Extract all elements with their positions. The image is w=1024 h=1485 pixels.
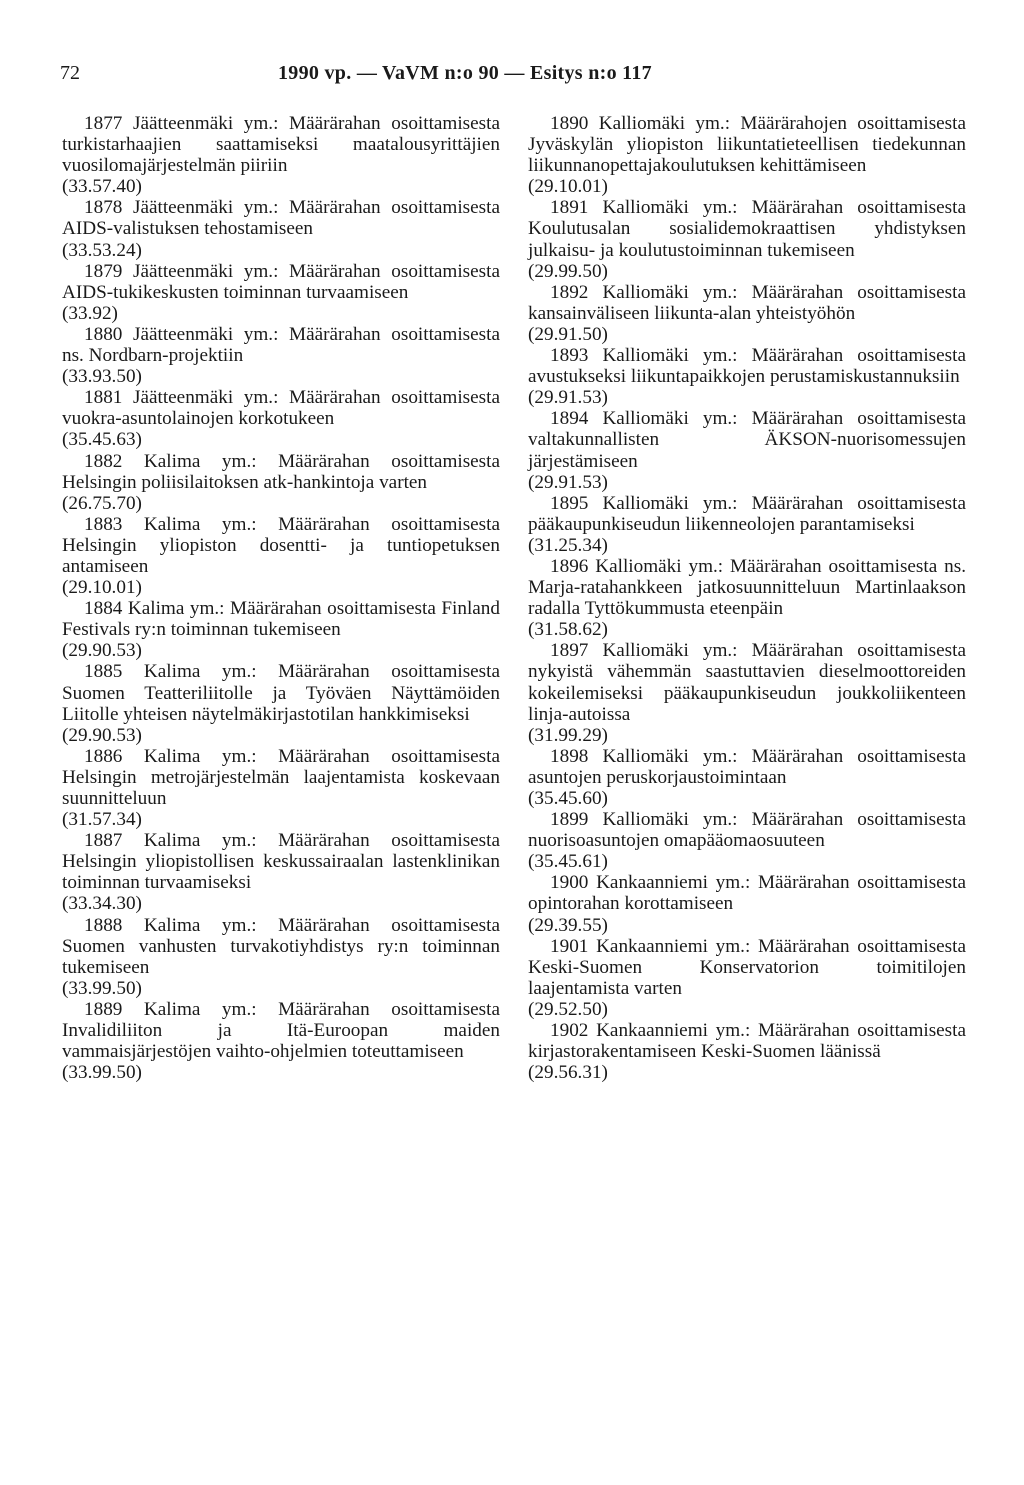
budget-reference: (35.45.60): [528, 788, 608, 809]
motion-entry: [528, 746, 966, 809]
motion-entry: [528, 1020, 966, 1083]
motion-text: 1882 Kalima ym.: Määrärahan osoittamisesta Helsingin poliisilaitoksen atk-hankintoja varten: [62, 450, 500, 493]
motion-entry: [62, 746, 500, 830]
motion-entry: [62, 514, 500, 598]
motion-text: 1902 Kankaanniemi ym.: Määrärahan osoittamisesta kirjastorakentamiseen Keski-Suomen läänissä: [528, 1020, 966, 1063]
motion-text: 1890 Kalliomäki ym.: Määrärahojen osoittamisesta Jyväskylän yliopiston liikuntatieteellisen tiedekunnan liikunnanopettajakoulutuksen kehittämiseen: [528, 113, 966, 177]
motion-text: 1877 Jäätteenmäki ym.: Määrärahan osoittamisesta turkistarhaajien saattamiseksi maatalousyrittäjien vuosilomajärjestelmän piiriin: [62, 113, 500, 177]
budget-reference: (29.91.53): [528, 387, 608, 409]
motion-text: 1901 Kankaanniemi ym.: Määrärahan osoittamisesta Keski-Suomen Konservatorion toimitilojen laajentamista varten: [528, 935, 966, 999]
motion-entry: [528, 197, 966, 281]
motion-entry: [528, 345, 966, 408]
motion-entry: [62, 387, 500, 450]
motion-entry: [528, 113, 966, 197]
motion-entry: [62, 261, 500, 324]
budget-reference: (33.93.50): [62, 366, 142, 388]
motion-entry: [62, 324, 500, 387]
motion-text: 1898 Kalliomäki ym.: Määrärahan osoittamisesta asuntojen peruskorjaustoimintaan: [528, 745, 966, 788]
motion-text: 1879 Jäätteenmäki ym.: Määrärahan osoittamisesta AIDS-tukikeskusten toiminnan turvaamiseen: [62, 260, 500, 303]
motion-text: 1878 Jäätteenmäki ym.: Määrärahan osoittamisesta AIDS-valistuksen tehostamiseen: [62, 197, 500, 240]
budget-reference: (33.99.50): [62, 1062, 142, 1084]
left-column: [62, 113, 500, 1083]
page-number: 72: [60, 62, 80, 84]
budget-reference: (33.92): [62, 302, 118, 324]
budget-reference: (33.53.24): [62, 239, 142, 261]
motion-text: 1880 Jäätteenmäki ym.: Määrärahan osoittamisesta ns. Nordbarn-projektiin: [62, 323, 500, 367]
budget-reference: (29.99.50): [528, 260, 608, 282]
motion-entry: [62, 915, 500, 999]
motion-entry: [62, 113, 500, 197]
budget-reference: (29.52.50): [528, 998, 608, 1020]
motion-text: 1881 Jäätteenmäki ym.: Määrärahan osoittamisesta vuokra-asuntolainojen korkotukeen: [62, 387, 500, 430]
motion-text: 1889 Kalima ym.: Määrärahan osoittamisesta Invalidiliiton ja Itä-Euroopan maiden vammaisjärjestöjen vaihto-ohjelmien toteuttamiseen: [62, 998, 500, 1063]
motion-entry: [528, 493, 966, 556]
motion-text: 1886 Kalima ym.: Määrärahan osoittamisesta Helsingin metrojärjestelmän laajentamista koskevaan suunnitteluun: [62, 745, 500, 809]
motion-text: 1900 Kankaanniemi ym.: Määrärahan osoittamisesta opintorahan korottamiseen: [528, 872, 966, 915]
motion-entry: [528, 809, 966, 872]
motion-entry: [528, 282, 966, 345]
motion-text: 1884 Kalima ym.: Määrärahan osoittamisesta Finland Festivals ry:n toiminnan tukemiseen: [62, 598, 500, 641]
budget-reference: (35.45.63): [62, 429, 142, 451]
budget-reference: (31.25.34): [528, 534, 608, 556]
budget-reference: (33.57.40): [62, 176, 142, 198]
motion-entry: [528, 640, 966, 745]
budget-reference: (35.45.61): [528, 851, 608, 873]
budget-reference: (29.39.55): [528, 914, 608, 936]
budget-reference: (26.75.70): [62, 492, 142, 514]
budget-reference: (29.10.01): [528, 176, 608, 198]
motion-entry: [528, 872, 966, 935]
budget-reference: (31.58.62): [528, 619, 608, 641]
motion-entry: [528, 556, 966, 640]
motion-text: 1885 Kalima ym.: Määrärahan osoittamisesta Suomen Teatteriliitolle ja Työväen Näyttämöiden Liitolle yhteisen näytelmäkirjastotilan hankkimiseksi: [62, 661, 500, 725]
motion-entry: [528, 408, 966, 492]
budget-reference: (29.90.53): [62, 724, 142, 746]
motion-text: 1887 Kalima ym.: Määrärahan osoittamisesta Helsingin yliopistollisen keskussairaalan lastenklinikan toiminnan turvaamiseksi: [62, 830, 500, 894]
budget-reference: (33.34.30): [62, 893, 142, 915]
budget-reference: (29.90.53): [62, 640, 142, 662]
motion-text: 1893 Kalliomäki ym.: Määrärahan osoittamisesta avustukseksi liikuntapaikkojen perustamiskustannuksiin: [528, 345, 966, 388]
budget-reference: (29.56.31): [528, 1062, 608, 1084]
budget-reference: (29.10.01): [62, 577, 142, 599]
budget-reference: (29.91.50): [528, 323, 608, 345]
motion-text: 1899 Kalliomäki ym.: Määrärahan osoittamisesta nuorisoasuntojen omapääomaosuuteen: [528, 809, 966, 852]
motion-entry: [62, 999, 500, 1083]
running-header: 1990 vp. — VaVM n:o 90 — Esitys n:o 117: [278, 62, 652, 84]
motion-text: 1894 Kalliomäki ym.: Määrärahan osoittamisesta valtakunnallisten ÄKSON-nuorisomessujen järjestämiseen: [528, 408, 966, 472]
motion-text: 1891 Kalliomäki ym.: Määrärahan osoittamisesta Koulutusalan sosialidemokraattisen yhdistyksen julkaisu- ja koulutustoiminnan tukemiseen: [528, 197, 966, 261]
motion-entry: [62, 661, 500, 745]
motion-entry: [62, 598, 500, 661]
motion-entry: [62, 830, 500, 914]
motion-text: 1896 Kalliomäki ym.: Määrärahan osoittamisesta ns. Marja-ratahankkeen jatkosuunnitteluun Martinlaakson radalla Tyttökummusta eteenpäin: [528, 555, 966, 620]
budget-reference: (31.57.34): [62, 809, 142, 831]
motion-text: 1888 Kalima ym.: Määrärahan osoittamisesta Suomen vanhusten turvakotiyhdistys ry:n toiminnan tukemiseen: [62, 914, 500, 978]
right-column: [528, 113, 966, 1083]
motion-entry: [62, 451, 500, 514]
budget-reference: (33.99.50): [62, 977, 142, 999]
motion-entry: [528, 936, 966, 1020]
motion-text: 1895 Kalliomäki ym.: Määrärahan osoittamisesta pääkaupunkiseudun liikenneolojen parantamiseksi: [528, 492, 966, 535]
budget-reference: (31.99.29): [528, 724, 608, 746]
budget-reference: (29.91.53): [528, 471, 608, 493]
motion-text: 1883 Kalima ym.: Määrärahan osoittamisesta Helsingin yliopiston dosentti- ja tuntiopetuksen antamiseen: [62, 513, 500, 577]
motion-text: 1892 Kalliomäki ym.: Määrärahan osoittamisesta kansainväliseen liikunta-alan yhteistyöhön: [528, 281, 966, 324]
motion-text: 1897 Kalliomäki ym.: Määrärahan osoittamisesta nykyistä vähemmän saastuttavien dieselmoottoreiden kokeilemiseksi pääkaupunkiseudun joukkoliikenteen linja-autoissa: [528, 640, 966, 725]
motion-entry: [62, 197, 500, 260]
